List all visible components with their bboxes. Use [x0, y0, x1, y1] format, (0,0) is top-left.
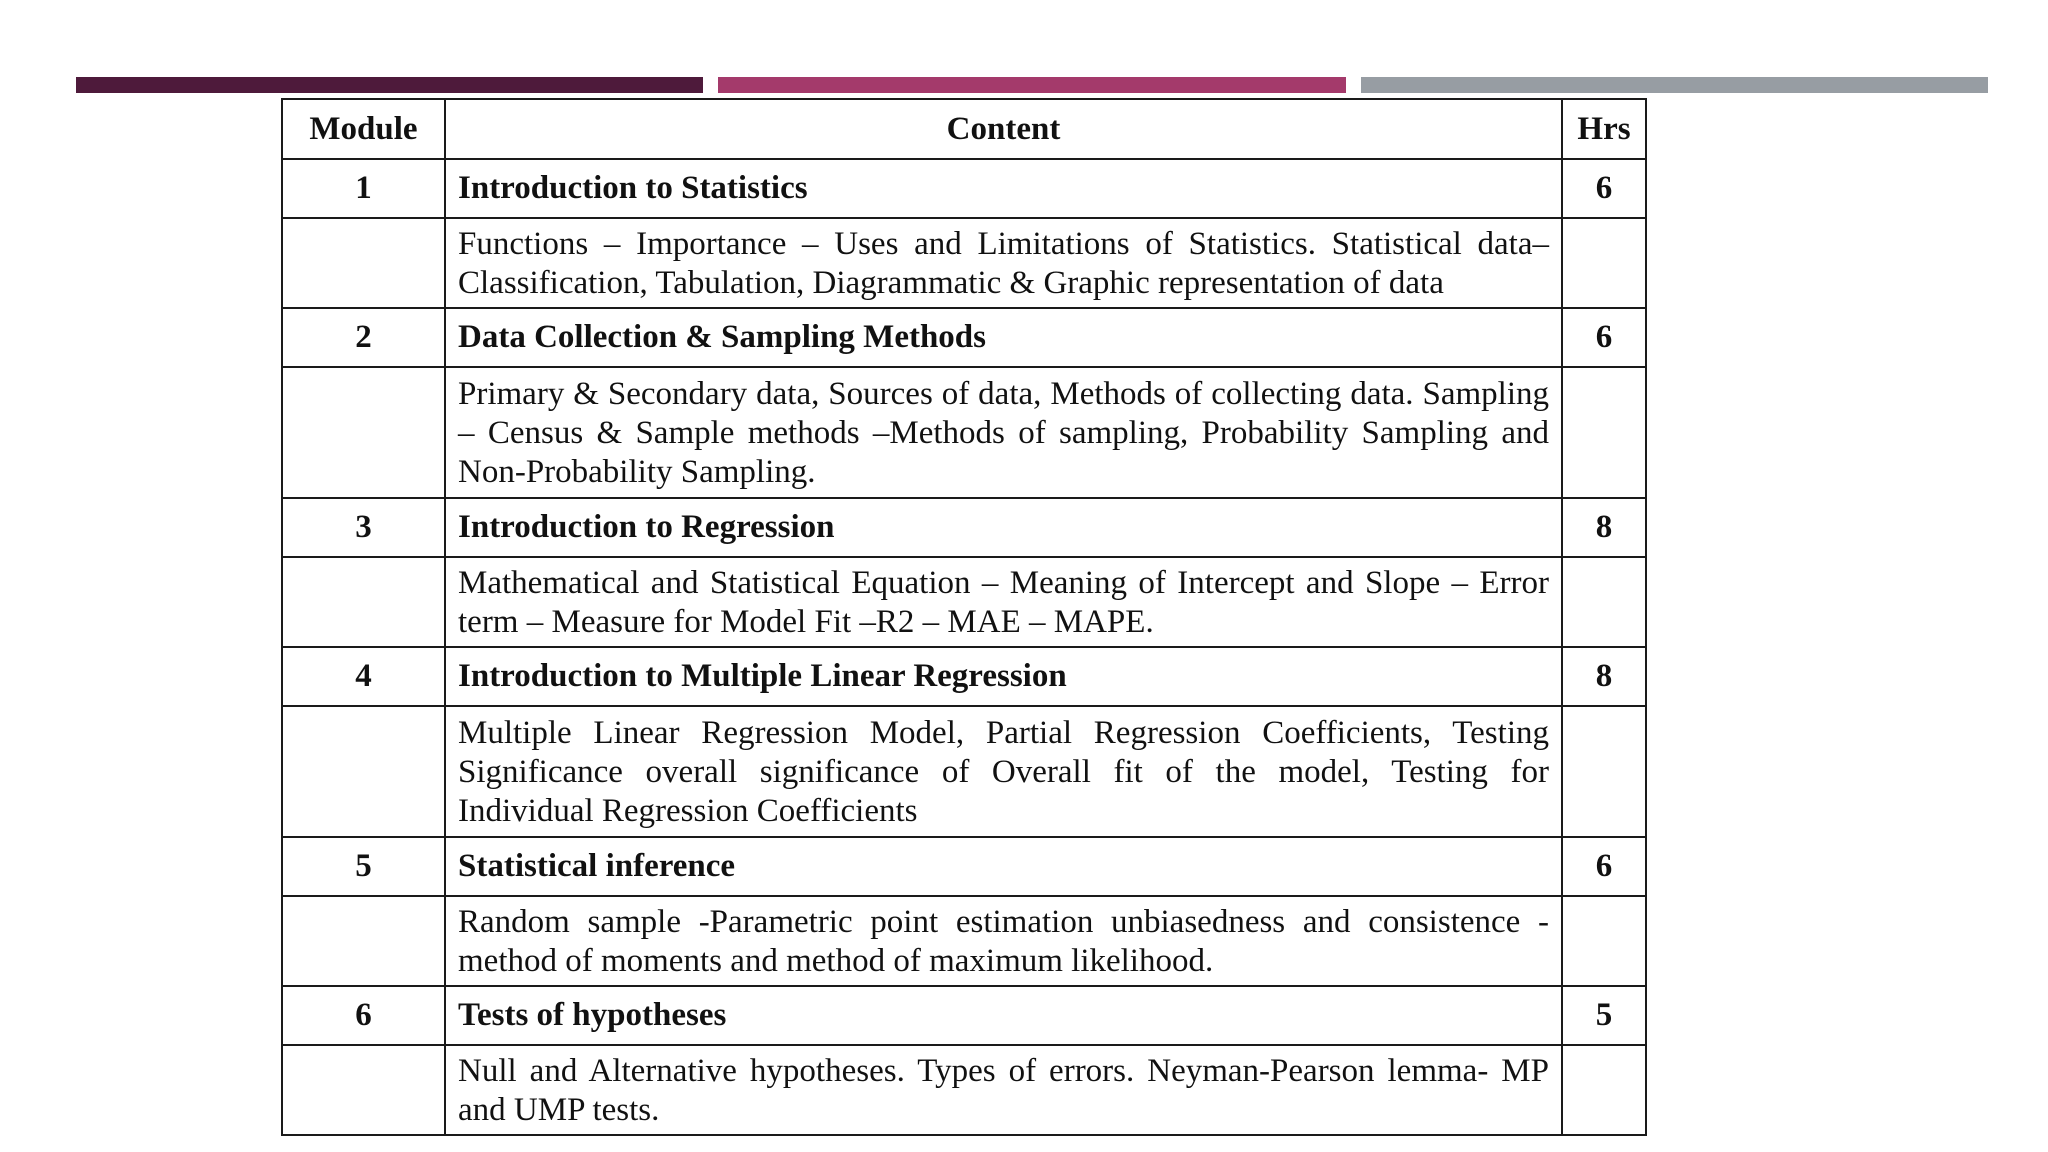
module-title-row [282, 837, 1646, 896]
module-title-row [282, 647, 1646, 706]
module-hours: 5 [1562, 986, 1646, 1045]
module-title-row [282, 986, 1646, 1045]
module-description: Multiple Linear Regression Model, Partial Regression Coefficients, Testing Significance overall significance of Overall fit of the model, Testing for Individual Regression Coefficients [445, 706, 1562, 837]
module-description: Null and Alternative hypotheses. Types of errors. Neyman-Pearson lemma- MP and UMP tests. [445, 1045, 1562, 1135]
empty-module-cell [282, 896, 445, 986]
header-hrs: Hrs [1562, 99, 1646, 159]
syllabus-table [281, 98, 1647, 1136]
header-content: Content [445, 99, 1562, 159]
module-hours: 8 [1562, 498, 1646, 557]
module-description: Primary & Secondary data, Sources of data, Methods of collecting data. Sampling – Census & Sample methods –Methods of sampling, Probability Sampling and Non-Probability Sampling. [445, 367, 1562, 498]
empty-hrs-cell [1562, 706, 1646, 837]
decor-bar-dark-plum [76, 77, 703, 93]
table-header-row [282, 99, 1646, 159]
module-hours: 6 [1562, 308, 1646, 367]
module-title: Introduction to Statistics [445, 159, 1562, 218]
module-hours: 6 [1562, 159, 1646, 218]
module-description-row [282, 367, 1646, 498]
module-hours: 6 [1562, 837, 1646, 896]
empty-module-cell [282, 706, 445, 837]
module-description-row [282, 706, 1646, 837]
empty-hrs-cell [1562, 896, 1646, 986]
module-title: Tests of hypotheses [445, 986, 1562, 1045]
empty-module-cell [282, 367, 445, 498]
empty-hrs-cell [1562, 557, 1646, 647]
module-number: 2 [282, 308, 445, 367]
header-module: Module [282, 99, 445, 159]
module-description-row [282, 896, 1646, 986]
module-title: Data Collection & Sampling Methods [445, 308, 1562, 367]
module-title-row [282, 308, 1646, 367]
module-number: 1 [282, 159, 445, 218]
module-description: Functions – Importance – Uses and Limitations of Statistics. Statistical data– Classification, Tabulation, Diagrammatic & Graphic representation of data [445, 218, 1562, 308]
module-title-row [282, 498, 1646, 557]
module-title: Introduction to Regression [445, 498, 1562, 557]
module-description-row [282, 1045, 1646, 1135]
module-title-row [282, 159, 1646, 218]
module-title: Introduction to Multiple Linear Regression [445, 647, 1562, 706]
empty-module-cell [282, 557, 445, 647]
module-number: 6 [282, 986, 445, 1045]
decor-bar-gray [1361, 77, 1988, 93]
module-number: 4 [282, 647, 445, 706]
module-description: Mathematical and Statistical Equation – Meaning of Intercept and Slope – Error term – Measure for Model Fit –R2 – MAE – MAPE. [445, 557, 1562, 647]
module-description: Random sample -Parametric point estimation unbiasedness and consistence - method of moments and method of maximum likelihood. [445, 896, 1562, 986]
module-number: 3 [282, 498, 445, 557]
empty-hrs-cell [1562, 1045, 1646, 1135]
empty-module-cell [282, 1045, 445, 1135]
decor-bar-magenta [718, 77, 1346, 93]
module-title: Statistical inference [445, 837, 1562, 896]
empty-hrs-cell [1562, 218, 1646, 308]
module-hours: 8 [1562, 647, 1646, 706]
module-number: 5 [282, 837, 445, 896]
empty-hrs-cell [1562, 367, 1646, 498]
empty-module-cell [282, 218, 445, 308]
module-description-row [282, 557, 1646, 647]
module-description-row [282, 218, 1646, 308]
